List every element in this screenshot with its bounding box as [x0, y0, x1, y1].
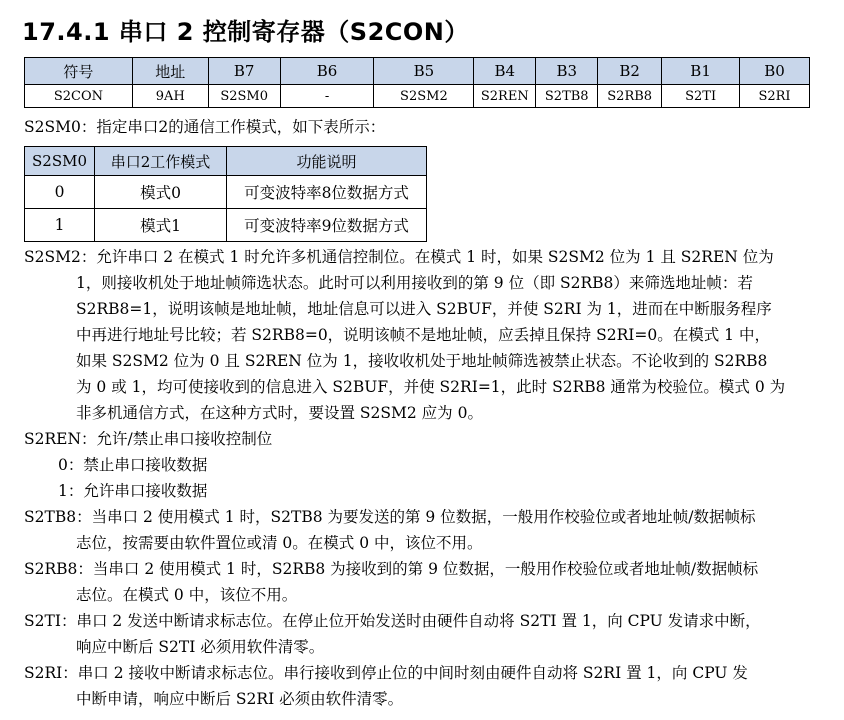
mode-table	[24, 146, 427, 242]
header-cell: B2	[598, 58, 662, 85]
register-header-row	[25, 58, 810, 85]
mode-cell: 模式1	[95, 209, 227, 242]
s2ri-line: S2RI：串口 2 接收中断请求标志位。串行接收到停止位的中间时刻由硬件自动将 S2RI 置 1，向 CPU 发	[24, 664, 748, 682]
header-cell: 符号	[25, 58, 133, 85]
header-cell: 地址	[132, 58, 208, 85]
s2sm2-line: 为 0 或 1，均可使接收到的信息进入 S2BUF，并使 S2RI=1，此时 S2RB8 通常为校验位。模式 0 为	[76, 378, 786, 396]
mode-cell: 模式0	[95, 176, 227, 209]
value-cell: S2CON	[25, 85, 133, 108]
value-cell: S2REN	[474, 85, 536, 108]
s2ti-line: S2TI：串口 2 发送中断请求标志位。在停止位开始发送时由硬件自动将 S2TI 置 1，向 CPU 发请求中断，	[24, 612, 761, 630]
header-cell: B0	[740, 58, 810, 85]
header-cell: B1	[662, 58, 740, 85]
header-cell: S2SM0	[25, 147, 95, 176]
s2ren-title: S2REN：允许/禁止串口接收控制位	[24, 430, 273, 448]
register-value-row	[25, 85, 810, 108]
mode-row	[25, 176, 427, 209]
s2sm0-description: S2SM0：指定串口2的通信工作模式，如下表所示：	[24, 118, 386, 136]
value-cell: S2SM2	[374, 85, 474, 108]
s2tb8-line: 志位，按需要由软件置位或清 0。在模式 0 中，该位不用。	[76, 534, 483, 552]
mode-cell: 可变波特率9位数据方式	[227, 209, 427, 242]
value-cell: S2RB8	[598, 85, 662, 108]
value-cell: S2TB8	[536, 85, 598, 108]
mode-header-row	[25, 147, 427, 176]
value-cell: S2RI	[740, 85, 810, 108]
s2sm2-line: 1，则接收机处于地址帧筛选状态。此时可以利用接收到的第 9 位（即 S2RB8）来筛选地址帧：若	[76, 274, 753, 292]
s2ri-line: 中断申请，响应中断后 S2RI 必须由软件清零。	[76, 690, 404, 708]
mode-cell: 可变波特率8位数据方式	[227, 176, 427, 209]
s2sm2-line: S2SM2：允许串口 2 在模式 1 时允许多机通信控制位。在模式 1 时，如果 S2SM2 位为 1 且 S2REN 位为	[24, 248, 774, 266]
s2ren-option: 0：禁止串口接收数据	[58, 456, 208, 474]
header-cell: B4	[474, 58, 536, 85]
section-title: 17.4.1 串口 2 控制寄存器（S2CON）	[22, 18, 469, 46]
s2ti-line: 响应中断后 S2TI 必须用软件清零。	[76, 638, 325, 656]
mode-row	[25, 209, 427, 242]
s2tb8-line: S2TB8：当串口 2 使用模式 1 时，S2TB8 为要发送的第 9 位数据，一般用作校验位或者地址帧/数据帧标	[24, 508, 756, 526]
s2rb8-line: 志位。在模式 0 中，该位不用。	[76, 586, 298, 604]
s2sm2-line: 中再进行地址号比较；若 S2RB8=0，说明该帧不是地址帧，应丢掉且保持 S2RI=0。在模式 1 中，	[76, 326, 770, 344]
header-cell: B5	[374, 58, 474, 85]
s2sm2-line: 非多机通信方式，在这种方式时，要设置 S2SM2 应为 0。	[76, 404, 483, 422]
mode-cell: 1	[25, 209, 95, 242]
value-cell: S2TI	[662, 85, 740, 108]
header-cell: 串口2工作模式	[95, 147, 227, 176]
mode-cell: 0	[25, 176, 95, 209]
s2rb8-line: S2RB8：当串口 2 使用模式 1 时，S2RB8 为接收到的第 9 位数据，一般用作校验位或者地址帧/数据帧标	[24, 560, 759, 578]
s2sm2-line: S2RB8=1，说明该帧是地址帧，地址信息可以进入 S2BUF，并使 S2RI 为 1，进而在中断服务程序	[76, 300, 772, 318]
header-cell: 功能说明	[227, 147, 427, 176]
header-cell: B7	[208, 58, 280, 85]
value-cell: 9AH	[132, 85, 208, 108]
header-cell: B6	[280, 58, 374, 85]
register-table	[24, 57, 810, 108]
s2ren-option: 1：允许串口接收数据	[58, 482, 208, 500]
s2sm2-line: 如果 S2SM2 位为 0 且 S2REN 位为 1，接收收机处于地址帧筛选被禁止状态。不论收到的 S2RB8	[76, 352, 768, 370]
value-cell: S2SM0	[208, 85, 280, 108]
header-cell: B3	[536, 58, 598, 85]
value-cell: -	[280, 85, 374, 108]
